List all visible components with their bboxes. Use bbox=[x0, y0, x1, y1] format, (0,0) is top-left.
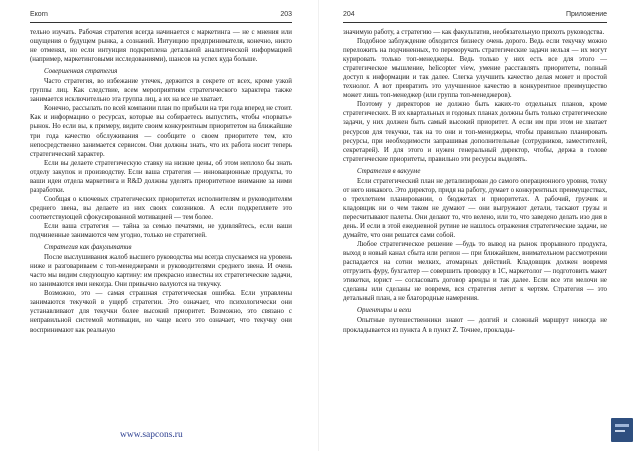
body-paragraph: Возможно, это — самая страшная стратегическая ошибка. Если управлены занимаются текучкой в ущерб стратегии. Это означает, что психологически они устанавливают для текучки более высокий приоритет. Возможно, это связано с неправильной системой мотивации, но чаще всего это означает, что текучку они воспринимают как реальную bbox=[30, 290, 292, 334]
body-paragraph: Поэтому у директоров не должно быть каких-то отдельных планов, кроме стратегических. В их квартальных и годовых планах должны быть только стратегические задачи, у них должен быть самый высокий приоритет. А если им при этом не хватает ресурсов для текучки, так на то они и топ-менеджеры, чтобы правильно планировать ресурсы, при необходимости запрашивая дополнительные (сотрудников, заместителей, секретарей). И для этого и нужен генеральный директор, чтобы, держа в голове стратегические приоритеты, правильно эти ресурсы выделять. bbox=[343, 101, 607, 163]
body-paragraph: Если вы делаете стратегическую ставку на низкие цены, об этом неплохо бы знать отделу закупок и производству. Если ваша стратегия — инновационные продукты, то ваши идеи отдела маркетинга и R&D должны уделять приоритетное внимание за ними разработки. bbox=[30, 159, 292, 194]
body-paragraph: Часто стратегия, во избежание утечек, держится в секрете от всех, кроме узкой группы лиц. Как следствие, всем мероприятиям стратегического характера также занимается исключительно эта группа лиц, а их на все не хватает. bbox=[30, 78, 292, 104]
body-paragraph: Любое стратегическое решение —будь то вывод на рынок прорывного продукта, выход в новый канал сбыта или регион — при ближайшем, внимательном рассмотрении распадается на сотни мелких, атомарных действий. Кладовщик должен вовремя отгрузить фуру, бухгалтер — совершить проводку в 1С, маркетолог — подготовить макет этикетки, юрист — согласовать договор аренды и так далее. Если все эти мелочи не сделаны или сделаны не вовремя, вся стратегия летит к чертям. Стратегия — это детальный план, а не благородные намерения. bbox=[343, 241, 607, 303]
left-text-column bbox=[30, 28, 292, 335]
footer-url[interactable]: www.sapcons.ru bbox=[120, 430, 183, 440]
section-heading: Стратегия как факультатив bbox=[44, 244, 132, 252]
left-page-number: 203 bbox=[280, 11, 292, 18]
body-paragraph: тельно изучать. Рабочая стратегия всегда начинается с маркетинга — не с мнения или ощущения о будущем рынка, а сознаний. Интуицию предпринимателя, конечно, никто не отменял, но если интуиция подкреплена детальной аналитической информацией (например, маркетинговыми исследованиями), шансов на успех куда больше. bbox=[30, 29, 292, 64]
left-running-head-title: Eкоrn bbox=[30, 11, 48, 18]
right-page bbox=[319, 0, 638, 451]
body-paragraph: Если ваша стратегия — тайна за семью печатями, не удивляйтесь, если ваши подчиненные занимаются чем угодно, только не стратегией. bbox=[30, 222, 292, 240]
publisher-logo-icon bbox=[611, 418, 633, 442]
section-heading: Совершенная стратегия bbox=[44, 68, 118, 76]
body-paragraph: значимую работу, а стратегию — как факультатив, необязательную прихоть руководства. bbox=[343, 29, 605, 36]
section-heading: Ориентиры и вехи bbox=[357, 307, 412, 315]
left-running-head bbox=[30, 10, 292, 23]
right-text-column bbox=[343, 28, 607, 335]
right-page-number: 204 bbox=[343, 11, 355, 18]
right-running-head-title: Приложение bbox=[565, 11, 607, 18]
body-paragraph: После выслушивания жалоб высшего руководства мы всегда спускаемся на уровень ниже и разговариваем с топ-менеджерами и руководителями среднего звена. И очень часто мы видим следующую картину: им прекрасно известны их стратегические задачи, но занимаются ими некогда. Они привычно валуются на текучку. bbox=[30, 254, 292, 289]
body-paragraph: Если стратегический план не детализирован до самого операционного уровня, толку от него никакого. Это директор, придя на работу, думает о конкурентных преимуществах, о трехлетнем планировании, о бюджетах и приоритетах. А рабочий, грузчик и кладовщик ни о чем таком не думают — они выгружают детали, таскают грузы и пересчитывают палеты. Они делают то, что велено, или то, что заведено делать изо дня в день. И если в этой ежедневной рутине не нашлось отражения стратегические задачи, не думайте, что они решатся сами собой. bbox=[343, 177, 607, 240]
right-running-head bbox=[343, 10, 607, 23]
body-paragraph: Конечно, рассылать по всей компании план по прибыли на три года вперед не стоит. Как и информацию о ресурсах, которые вы собираетесь выпустить, чтобы «порвать» рынок. Но если вы, к примеру, видите своим конкурентным приоритетом на ближайшие три года качество обслуживания — сообщите о своем приоритете тем, кто непосредственно занимается сервисом. Они должны знать, что их работа носит теперь стратегический характер. bbox=[30, 105, 292, 158]
body-paragraph: Сообщая о ключевых стратегических приоритетах исполнителям и руководителям среднего звена, вы делаете из них своих союзников. А если подкрепляете это соответствующей сфокусированной мотивацией — тем более. bbox=[30, 195, 292, 221]
body-paragraph: Опытные путешественники знают — долгий и сложный маршрут никогда не прокладывается из пункта А в пункт Z. Точнее, проклады- bbox=[343, 317, 607, 334]
section-heading: Стратегия в вакууме bbox=[357, 167, 421, 175]
body-paragraph: Подобное заблуждение обходится бизнесу очень дорого. Ведь если текучку можно переложить на подчиненных, то переворучать стратегические задачи нельзя — их могут курировать только топ-менеджеры. Ведь только у них есть все для этого — стратегическое мышление, helicopter view, умение расставлять приоритеты, полный доступ к информации и так далее. Слегка улучшить качество делая может и простой технолог. А вот превратить это улучшенное качество в конкурентное преимущество может лишь топ-менеджер (или группа топ-менеджеров). bbox=[343, 38, 607, 100]
